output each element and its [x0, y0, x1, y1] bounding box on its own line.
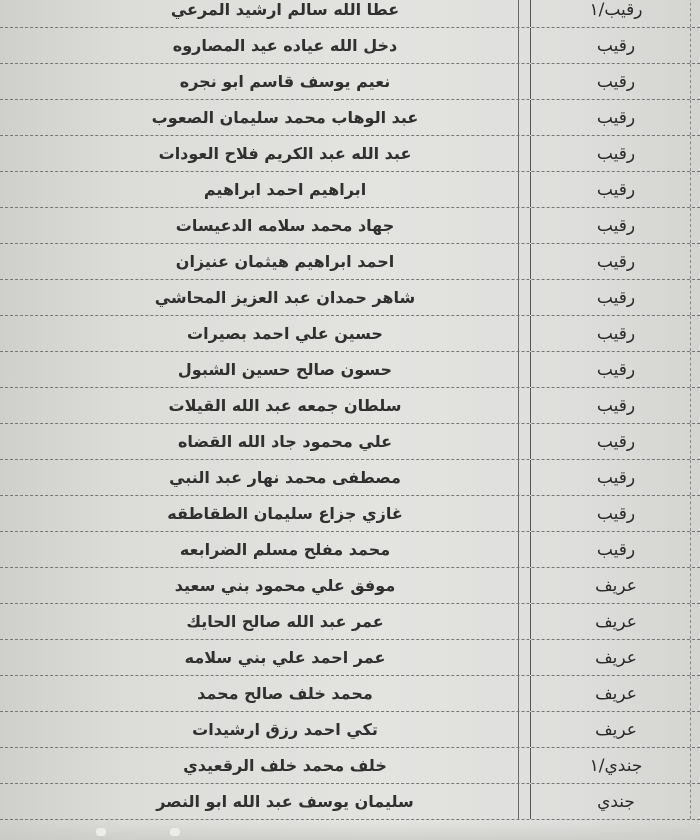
table-row — [0, 244, 700, 280]
rank-cell: جندي/١ — [589, 755, 643, 776]
table-row — [0, 352, 700, 388]
rank-cell: رقيب — [596, 503, 636, 524]
page-edge-line — [690, 748, 691, 783]
name-cell: تكي احمد رزق ارشيدات — [192, 720, 378, 739]
column-divider — [518, 136, 519, 171]
table-row — [0, 172, 700, 208]
column-divider — [530, 424, 531, 459]
column-divider — [530, 676, 531, 711]
table-row — [0, 388, 700, 424]
page-edge-line — [690, 712, 691, 747]
column-divider — [518, 676, 519, 711]
rank-cell: عريف — [595, 647, 637, 668]
page-edge-line — [690, 676, 691, 711]
page-edge-line — [690, 496, 691, 531]
column-divider — [518, 100, 519, 135]
page-edge-line — [690, 64, 691, 99]
column-divider — [518, 424, 519, 459]
name-cell: عطا الله سالم ارشيد المرعي — [170, 0, 400, 19]
rank-cell: رقيب — [596, 71, 636, 92]
table-row — [0, 0, 700, 28]
page-edge-line — [690, 316, 691, 351]
table-row — [0, 640, 700, 676]
table-row — [0, 28, 700, 64]
name-cell: حسين علي احمد بصيرات — [187, 324, 383, 343]
rank-cell: رقيب — [596, 431, 636, 452]
column-divider — [518, 496, 519, 531]
page-edge-line — [690, 532, 691, 567]
column-divider — [518, 568, 519, 603]
table-row — [0, 532, 700, 568]
table-row — [0, 424, 700, 460]
column-divider — [530, 280, 531, 315]
column-divider — [518, 280, 519, 315]
table-row — [0, 136, 700, 172]
rank-cell: رقيب — [596, 143, 636, 164]
table-row — [0, 748, 700, 784]
name-cell: غازي جزاع سليمان الطقاطقه — [167, 504, 403, 523]
name-cell: دخل الله عياده عيد المصاروه — [172, 36, 398, 55]
column-divider — [518, 316, 519, 351]
name-cell: سلطان جمعه عبد الله القيلات — [168, 396, 402, 415]
name-cell: سليمان يوسف عبد الله ابو النصر — [156, 792, 414, 811]
page-edge-line — [690, 388, 691, 423]
column-divider — [530, 604, 531, 639]
name-cell: محمد مفلح مسلم الضرابعه — [179, 540, 391, 559]
name-cell: ابراهيم احمد ابراهيم — [203, 180, 367, 199]
table-row — [0, 784, 700, 820]
rank-cell: رقيب — [596, 35, 636, 56]
name-cell: عبد الوهاب محمد سليمان الصعوب — [151, 108, 419, 127]
paper-fleck — [96, 828, 106, 836]
rank-cell: رقيب — [596, 287, 636, 308]
column-divider — [518, 784, 519, 819]
column-divider — [530, 712, 531, 747]
column-divider — [530, 568, 531, 603]
column-divider — [518, 352, 519, 387]
column-divider — [518, 532, 519, 567]
table-row — [0, 568, 700, 604]
rank-cell: رقيب — [596, 179, 636, 200]
rank-cell: رقيب — [596, 359, 636, 380]
table-row — [0, 316, 700, 352]
column-divider — [518, 0, 519, 27]
rank-cell: رقيب — [596, 467, 636, 488]
column-divider — [530, 244, 531, 279]
rank-cell: رقيب — [596, 395, 636, 416]
name-cell: جهاد محمد سلامه الدعيسات — [175, 216, 395, 235]
column-divider — [530, 0, 531, 27]
column-divider — [530, 748, 531, 783]
page-edge-line — [690, 784, 691, 819]
table-row — [0, 604, 700, 640]
column-divider — [518, 748, 519, 783]
table-row — [0, 460, 700, 496]
column-divider — [518, 712, 519, 747]
page-edge-line — [690, 28, 691, 63]
name-cell: نعيم يوسف قاسم ابو نجره — [179, 72, 391, 91]
table-row — [0, 496, 700, 532]
rank-cell: عريف — [595, 575, 637, 596]
table-row — [0, 676, 700, 712]
column-divider — [530, 388, 531, 423]
name-cell: عمر عبد الله صالح الحايك — [186, 612, 384, 631]
page-edge-line — [690, 604, 691, 639]
rank-cell: رقيب — [596, 539, 636, 560]
rank-cell: رقيب — [596, 107, 636, 128]
name-cell: محمد خلف صالح محمد — [197, 684, 373, 703]
name-cell: عبد الله عبد الكريم فلاح العودات — [158, 144, 412, 163]
column-divider — [530, 784, 531, 819]
column-divider — [530, 64, 531, 99]
page-edge-line — [690, 568, 691, 603]
page-edge-line — [690, 352, 691, 387]
column-divider — [530, 172, 531, 207]
name-cell: عمر احمد علي بني سلامه — [184, 648, 386, 667]
rank-cell: عريف — [595, 611, 637, 632]
page-edge-line — [690, 460, 691, 495]
column-divider — [518, 208, 519, 243]
column-divider — [530, 100, 531, 135]
column-divider — [518, 388, 519, 423]
column-divider — [530, 28, 531, 63]
page-edge-line — [690, 280, 691, 315]
column-divider — [518, 640, 519, 675]
column-divider — [518, 460, 519, 495]
page-edge-line — [690, 424, 691, 459]
page-edge-line — [690, 244, 691, 279]
name-cell: موفق علي محمود بني سعيد — [174, 576, 396, 595]
rank-cell: جندي — [597, 791, 635, 812]
column-divider — [530, 532, 531, 567]
column-divider — [530, 208, 531, 243]
rank-cell: رقيب — [596, 215, 636, 236]
rank-cell: عريف — [595, 683, 637, 704]
column-divider — [530, 316, 531, 351]
column-divider — [518, 172, 519, 207]
name-cell: شاهر حمدان عبد العزيز المحاشي — [154, 288, 416, 307]
name-cell: حسون صالح حسين الشبول — [177, 360, 393, 379]
column-divider — [518, 64, 519, 99]
rank-cell: رقيب — [596, 323, 636, 344]
rank-cell: رقيب/١ — [589, 0, 643, 20]
column-divider — [530, 136, 531, 171]
page-edge-line — [690, 0, 691, 27]
table-row — [0, 280, 700, 316]
column-divider — [530, 496, 531, 531]
column-divider — [518, 244, 519, 279]
rank-cell: عريف — [595, 719, 637, 740]
table-row — [0, 100, 700, 136]
name-cell: علي محمود جاد الله القضاه — [177, 432, 393, 451]
column-divider — [518, 28, 519, 63]
paper-fleck — [170, 828, 180, 836]
rank-cell: رقيب — [596, 251, 636, 272]
page-edge-line — [690, 100, 691, 135]
table-row — [0, 208, 700, 244]
name-cell: مصطفى محمد نهار عبد النبي — [169, 468, 401, 487]
column-divider — [518, 604, 519, 639]
table-row — [0, 712, 700, 748]
name-cell: خلف محمد خلف الرقعيدي — [183, 756, 387, 775]
name-cell: احمد ابراهيم هيثمان عنيزان — [175, 252, 395, 271]
table-row — [0, 64, 700, 100]
page-edge-line — [690, 640, 691, 675]
page-edge-line — [690, 136, 691, 171]
column-divider — [530, 460, 531, 495]
column-divider — [530, 640, 531, 675]
page-edge-line — [690, 208, 691, 243]
page-edge-line — [690, 172, 691, 207]
column-divider — [530, 352, 531, 387]
